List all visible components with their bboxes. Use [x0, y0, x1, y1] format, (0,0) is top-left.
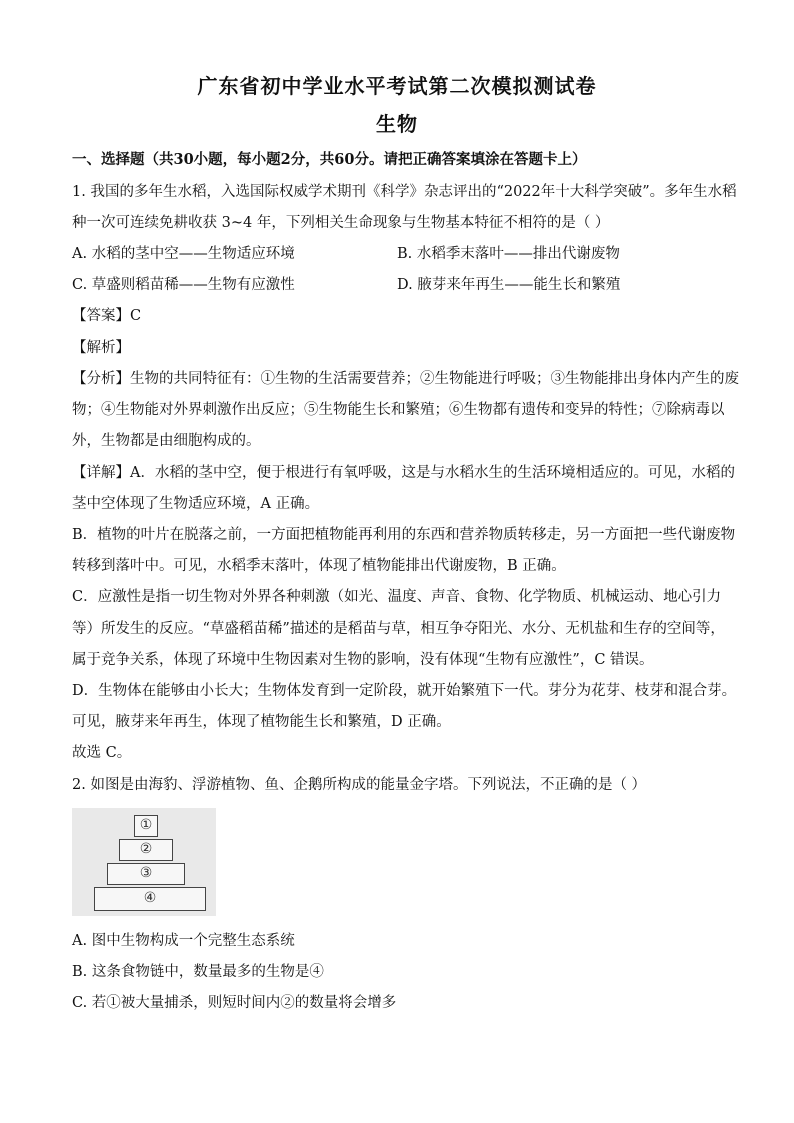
q1-detail-line: B．植物的叶片在脱落之前，一方面把植物能再利用的东西和营养物质转移走，另一方面把一些代谢废物	[72, 527, 736, 543]
section-heading: 一、选择题（共30小题，每小题2分，共60分。请把正确答案填涂在答题卡上）	[72, 151, 587, 168]
q1-detail-line: 属于竞争关系，体现了环境中生物因素对生物的影响，没有体现“生物有应激性”，C 错误。	[72, 652, 654, 668]
q1-stem-line2: 种一次可连续免耕收获 3~4 年，下列相关生命现象与生物基本特征不相符的是（ ）	[72, 215, 610, 231]
q2-option-c: C. 若①被大量捕杀，则短时间内②的数量将会增多	[72, 995, 397, 1011]
energy-pyramid-figure	[72, 808, 216, 916]
q1-option-c: C. 草盛则稻苗稀——生物有应激性	[72, 277, 295, 293]
answer-value: C	[130, 308, 142, 324]
pyramid-level-2: ②	[119, 839, 173, 861]
q1-detail-line: 【详解】A．水稻的茎中空，便于根进行有氧呼吸，这是与水稻水生的生活环境相适应的。可见，水稻的	[72, 465, 735, 481]
pyramid-level-1: ①	[134, 815, 158, 837]
pyramid-level-4: ④	[94, 887, 206, 911]
q2-stem: 2. 如图是由海豹、浮游植物、鱼、企鹅所构成的能量金字塔。下列说法，不正确的是（ ）	[72, 777, 647, 793]
q1-detail-line: 等）所发生的反应。“草盛稻苗稀”描述的是稻苗与草，相互争夺阳光、水分、无机盐和生存的空间等，	[72, 621, 725, 637]
q2-option-b: B. 这条食物链中，数量最多的生物是④	[72, 964, 324, 980]
q1-detail-line: D．生物体在能够由小长大；生物体发育到一定阶段，就开始繁殖下一代。芽分为花芽、枝芽和混合芽。	[72, 683, 737, 699]
q1-option-a: A. 水稻的茎中空——生物适应环境	[72, 246, 295, 262]
answer-label: 【答案】	[72, 308, 130, 324]
q1-detail-line: 故选 C。	[72, 745, 132, 761]
q1-fenxi-line: 【分析】生物的共同特征有：①生物的生活需要营养；②生物能进行呼吸；③生物能排出身体内产生的废	[72, 371, 739, 387]
q1-detail-line: C．应激性是指一切生物对外界各种刺激（如光、温度、声音、食物、化学物质、机械运动、地心引力	[72, 589, 722, 605]
q1-detail-line: 茎中空体现了生物适应环境，A 正确。	[72, 496, 320, 512]
exam-title: 广东省初中学业水平考试第二次模拟测试卷	[197, 74, 597, 98]
q1-fenxi-line: 物；④生物能对外界刺激作出反应；⑤生物能生长和繁殖；⑥生物都有遗传和变异的特性；⑦除病毒以	[72, 402, 725, 418]
q1-fenxi-line: 外，生物都是由细胞构成的。	[72, 433, 261, 449]
pyramid-level-3: ③	[107, 863, 185, 885]
q1-analysis-label: 【解析】	[72, 340, 130, 356]
q1-detail-line: 转移到落叶中。可见，水稻季末落叶，体现了植物能排出代谢废物，B 正确。	[72, 558, 566, 574]
q1-option-b: B. 水稻季末落叶——排出代谢废物	[397, 246, 620, 262]
q1-detail-line: 可见，腋芽来年再生，体现了植物能生长和繁殖，D 正确。	[72, 714, 451, 730]
subject-title: 生物	[376, 112, 418, 136]
q1-option-d: D. 腋芽来年再生——能生长和繁殖	[397, 277, 621, 293]
q1-answer	[72, 306, 722, 326]
q2-option-a: A. 图中生物构成一个完整生态系统	[72, 933, 295, 949]
q1-stem-line1: 1. 我国的多年生水稻，入选国际权威学术期刊《科学》杂志评出的“2022年十大科学突破”。多年生水稻	[72, 184, 737, 200]
